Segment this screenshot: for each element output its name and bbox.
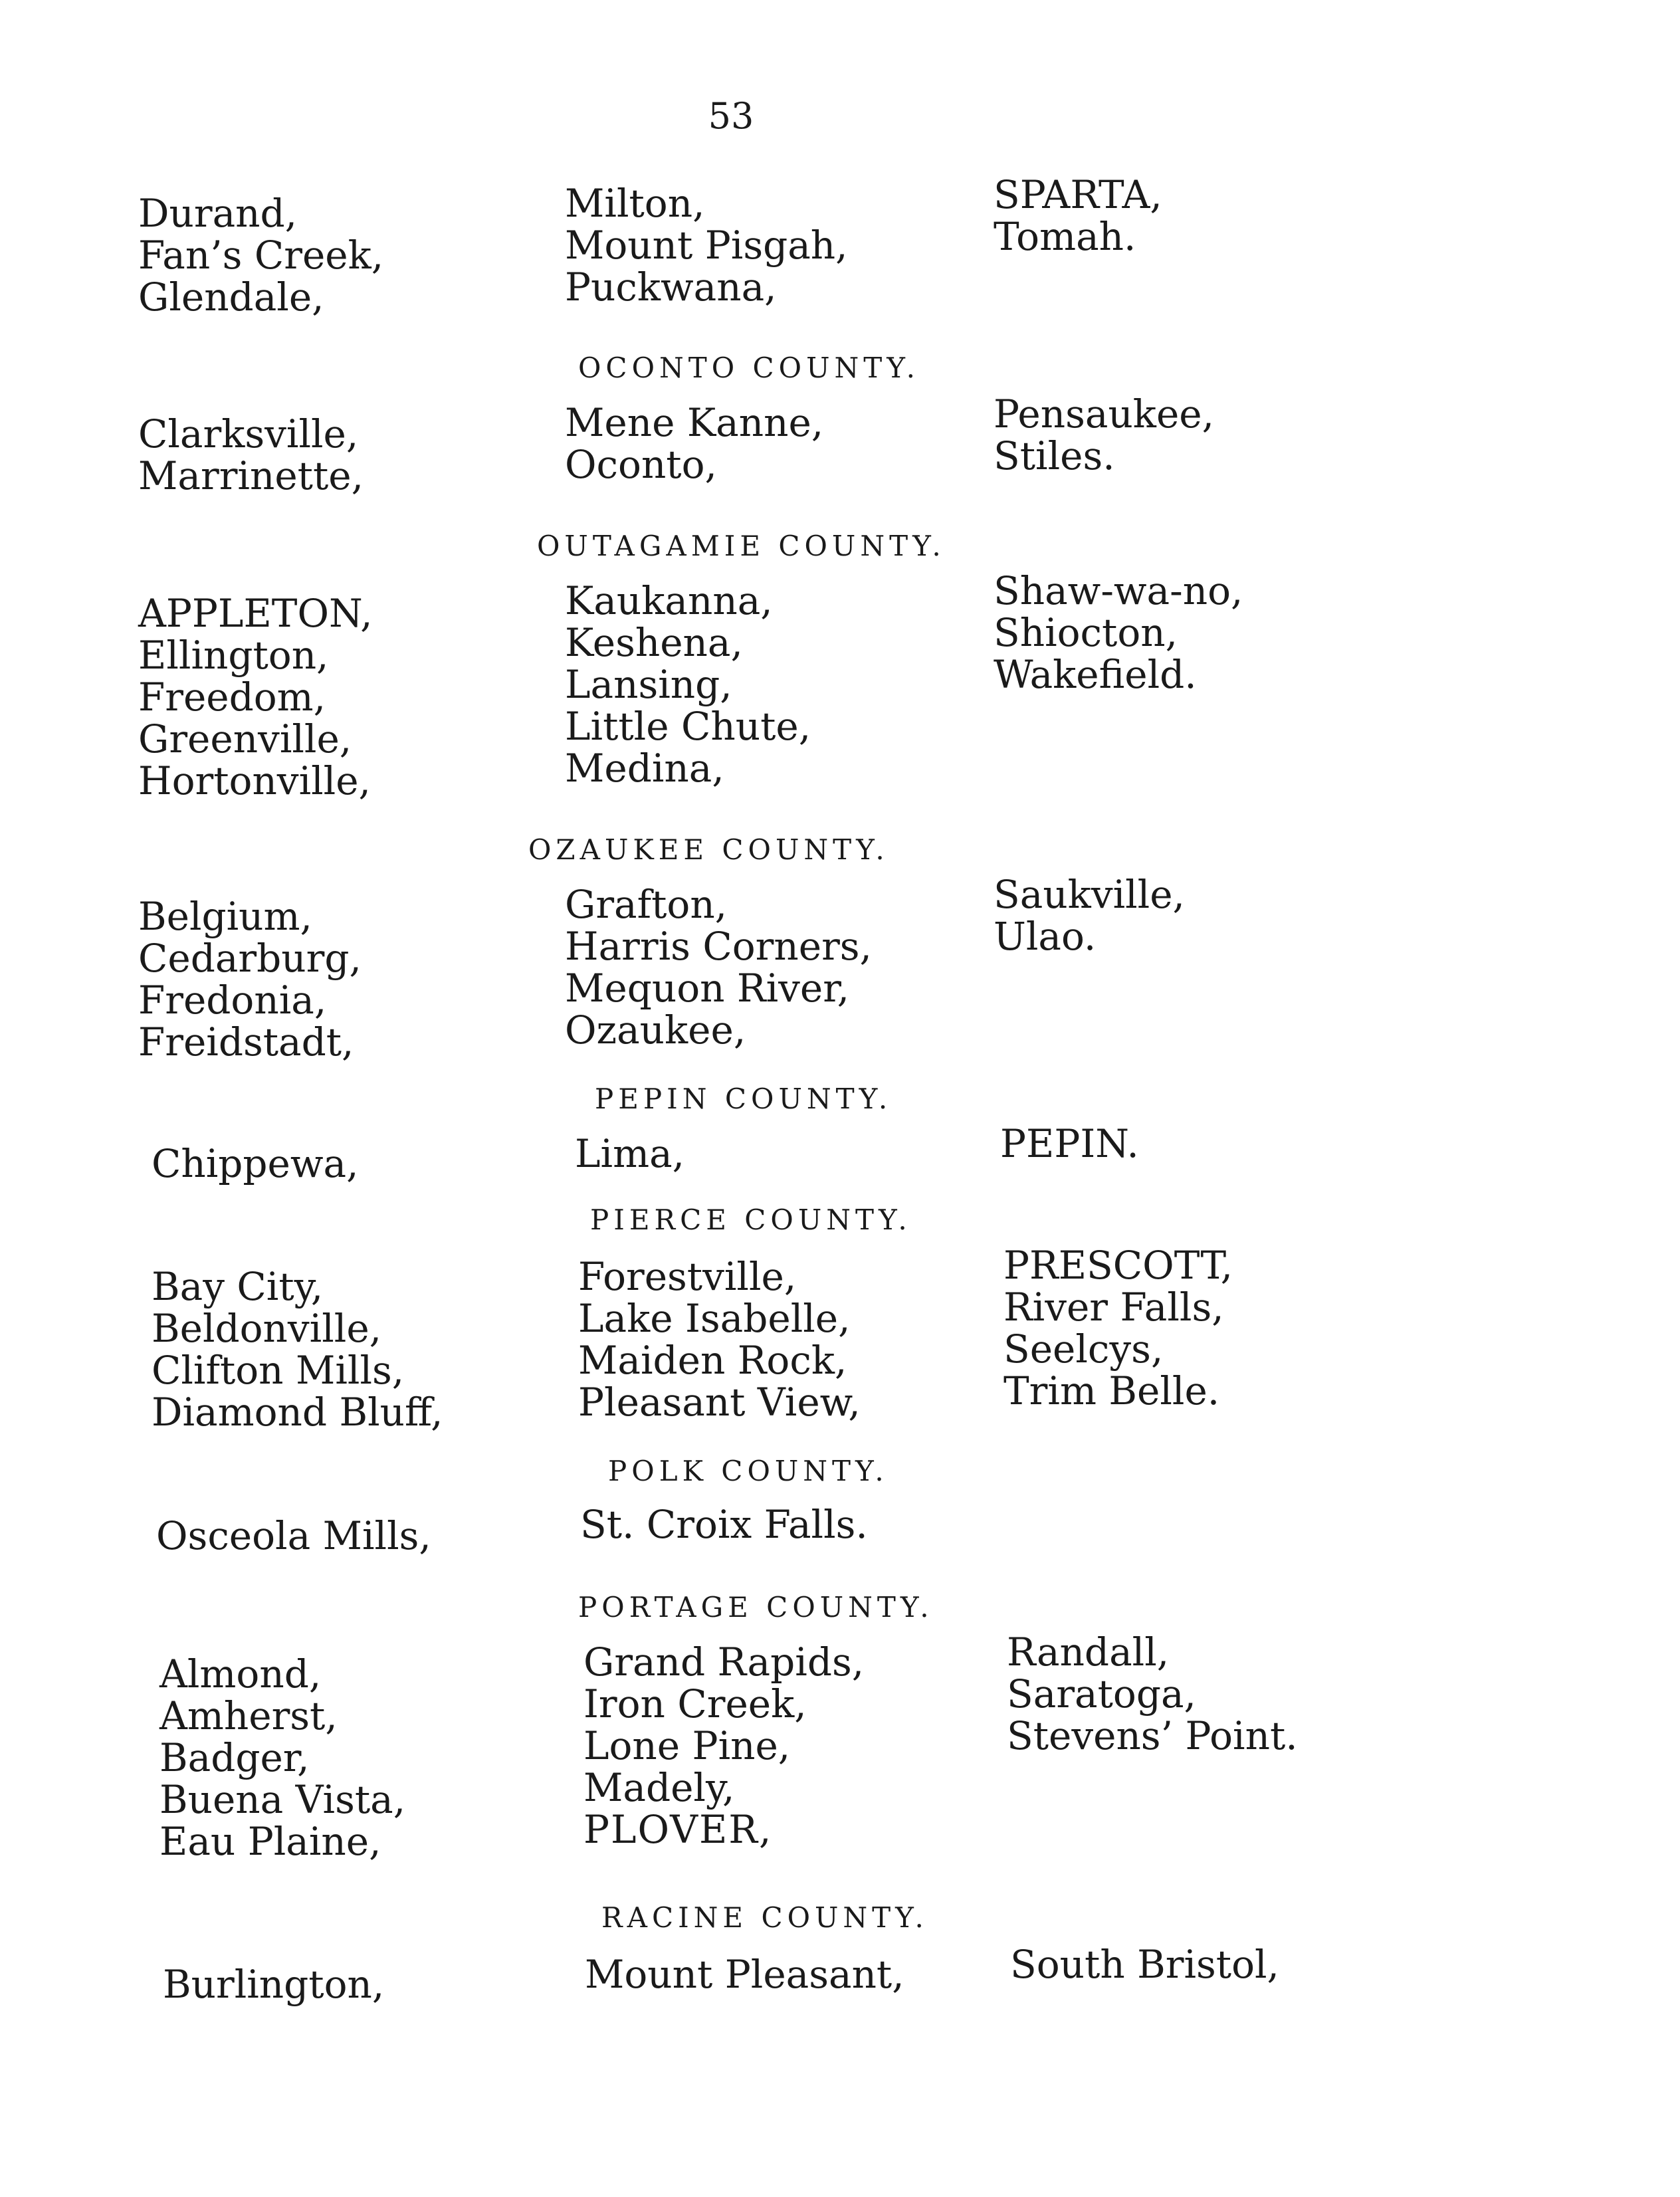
place-name: Buena Vista, [159, 1777, 406, 1822]
place-name: Ulao. [994, 914, 1097, 959]
place-name: St. Croix Falls. [580, 1502, 868, 1547]
section-0-col2 [565, 183, 848, 308]
section-7-col2 [583, 1641, 864, 1851]
place-name: Amherst, [159, 1693, 338, 1738]
place-name: Beldonville, [152, 1306, 382, 1351]
place-name: Durand, [138, 191, 298, 236]
county-heading: OCONTO COUNTY. [578, 352, 920, 384]
county-heading: OUTAGAMIE COUNTY. [537, 530, 946, 562]
place-name: Chippewa, [152, 1141, 359, 1186]
section-7-col3 [1007, 1631, 1298, 1757]
section-5-col3 [1003, 1245, 1233, 1412]
place-name: Freidstadt, [138, 1019, 354, 1065]
place-name: Mene Kanne, [565, 400, 824, 445]
place-name: Hortonville, [138, 758, 371, 803]
place-name: Little Chute, [565, 704, 811, 749]
section-7-col1 [159, 1653, 405, 1863]
place-name: Cedarburg, [138, 936, 362, 981]
place-name: PRESCOTT, [1003, 1243, 1233, 1288]
county-heading: PIERCE COUNTY. [590, 1203, 912, 1236]
page-number: 53 [708, 95, 754, 137]
place-name: Stiles. [994, 433, 1115, 478]
section-4-col2 [575, 1133, 684, 1175]
place-name: Forestville, [578, 1254, 797, 1299]
section-0-col1 [138, 193, 383, 318]
section-2-col1 [138, 593, 373, 802]
place-name: Kaukanna, [565, 578, 773, 623]
place-name: Marrinette, [138, 453, 364, 498]
place-name: Clarksville, [138, 411, 359, 457]
place-name: APPLETON, [138, 591, 373, 636]
section-1-col3 [994, 393, 1214, 477]
place-name: Fredonia, [138, 978, 327, 1023]
section-3-col3 [994, 874, 1185, 958]
section-8-col2 [585, 1954, 904, 1996]
section-3-col1 [138, 896, 362, 1063]
place-name: Puckwana, [565, 264, 777, 310]
place-name: Saratoga, [1007, 1671, 1196, 1717]
place-name: Lima, [575, 1131, 685, 1176]
county-heading: PEPIN COUNTY. [595, 1083, 892, 1115]
place-name: Greenville, [138, 716, 352, 762]
place-name: Trim Belle. [1003, 1368, 1220, 1413]
place-name: Fan’s Creek, [138, 233, 384, 278]
place-name: Burlington, [163, 1962, 385, 2007]
county-heading: OZAUKEE COUNTY. [528, 833, 889, 866]
section-6-col2 [580, 1504, 868, 1546]
section-1-col1 [138, 413, 364, 497]
county-heading: RACINE COUNTY. [601, 1901, 928, 1934]
place-name: Shiocton, [994, 610, 1178, 655]
section-8-col3 [1010, 1944, 1279, 1986]
place-name: Seelcys, [1003, 1326, 1164, 1372]
place-name: Shaw-wa-no, [994, 568, 1243, 613]
place-name: Madely, [583, 1765, 735, 1810]
place-name: Lone Pine, [583, 1723, 791, 1768]
place-name: South Bristol, [1010, 1942, 1279, 1987]
place-name: Badger, [159, 1735, 310, 1780]
place-name: Belgium, [138, 894, 312, 939]
place-name: Maiden Rock, [578, 1338, 847, 1383]
place-name: Diamond Bluff, [152, 1390, 443, 1435]
place-name: Keshena, [565, 620, 743, 665]
place-name: Pleasant View, [578, 1380, 861, 1425]
place-name: Ellington, [138, 633, 329, 678]
place-name: Lake Isabelle, [578, 1296, 851, 1341]
place-name: Iron Creek, [583, 1681, 807, 1726]
place-name sc: PLOVER, [583, 1807, 773, 1852]
section-2-col2 [565, 580, 811, 789]
place-name: Pensaukee, [994, 391, 1215, 437]
place-name: Wakefield. [994, 652, 1197, 697]
place-name: PEPIN. [1000, 1121, 1139, 1166]
section-4-col1 [152, 1143, 359, 1185]
place-name: Harris Corners, [565, 924, 872, 969]
place-name: Randall, [1007, 1629, 1170, 1675]
section-4-col3 [1000, 1123, 1139, 1165]
place-name: Mount Pleasant, [585, 1952, 904, 1997]
place-name: Stevens’ Point. [1007, 1713, 1298, 1758]
place-name: Almond, [159, 1651, 322, 1697]
section-6-col1 [156, 1515, 431, 1557]
section-5-col2 [578, 1256, 861, 1423]
place-name: Glendale, [138, 274, 324, 320]
section-8-col1 [163, 1964, 384, 2006]
place-name: SPARTA, [994, 172, 1162, 217]
place-name: Bay City, [152, 1264, 324, 1309]
county-heading: PORTAGE COUNTY. [578, 1591, 934, 1623]
section-3-col2 [565, 884, 872, 1051]
place-name: Osceola Mills, [156, 1513, 431, 1558]
section-1-col2 [565, 402, 823, 486]
section-2-col3 [994, 570, 1243, 696]
county-heading: POLK COUNTY. [608, 1455, 889, 1487]
place-name: Medina, [565, 746, 724, 791]
place-name: Grand Rapids, [583, 1639, 865, 1685]
place-name: Clifton Mills, [152, 1348, 405, 1393]
place-name: Lansing, [565, 662, 732, 707]
place-name: Eau Plaine, [159, 1819, 381, 1864]
place-name: River Falls, [1003, 1285, 1224, 1330]
place-name: Saukville, [994, 872, 1185, 917]
place-name: Mount Pisgah, [565, 223, 848, 268]
place-name: Tomah. [994, 214, 1136, 259]
place-name: Ozaukee, [565, 1007, 746, 1053]
section-0-col3 [994, 174, 1162, 258]
section-5-col1 [152, 1266, 443, 1433]
place-name: Oconto, [565, 442, 717, 487]
place-name: Freedom, [138, 675, 326, 720]
place-name: Mequon River, [565, 966, 850, 1011]
place-name: Milton, [565, 181, 705, 226]
place-name: Grafton, [565, 882, 728, 927]
